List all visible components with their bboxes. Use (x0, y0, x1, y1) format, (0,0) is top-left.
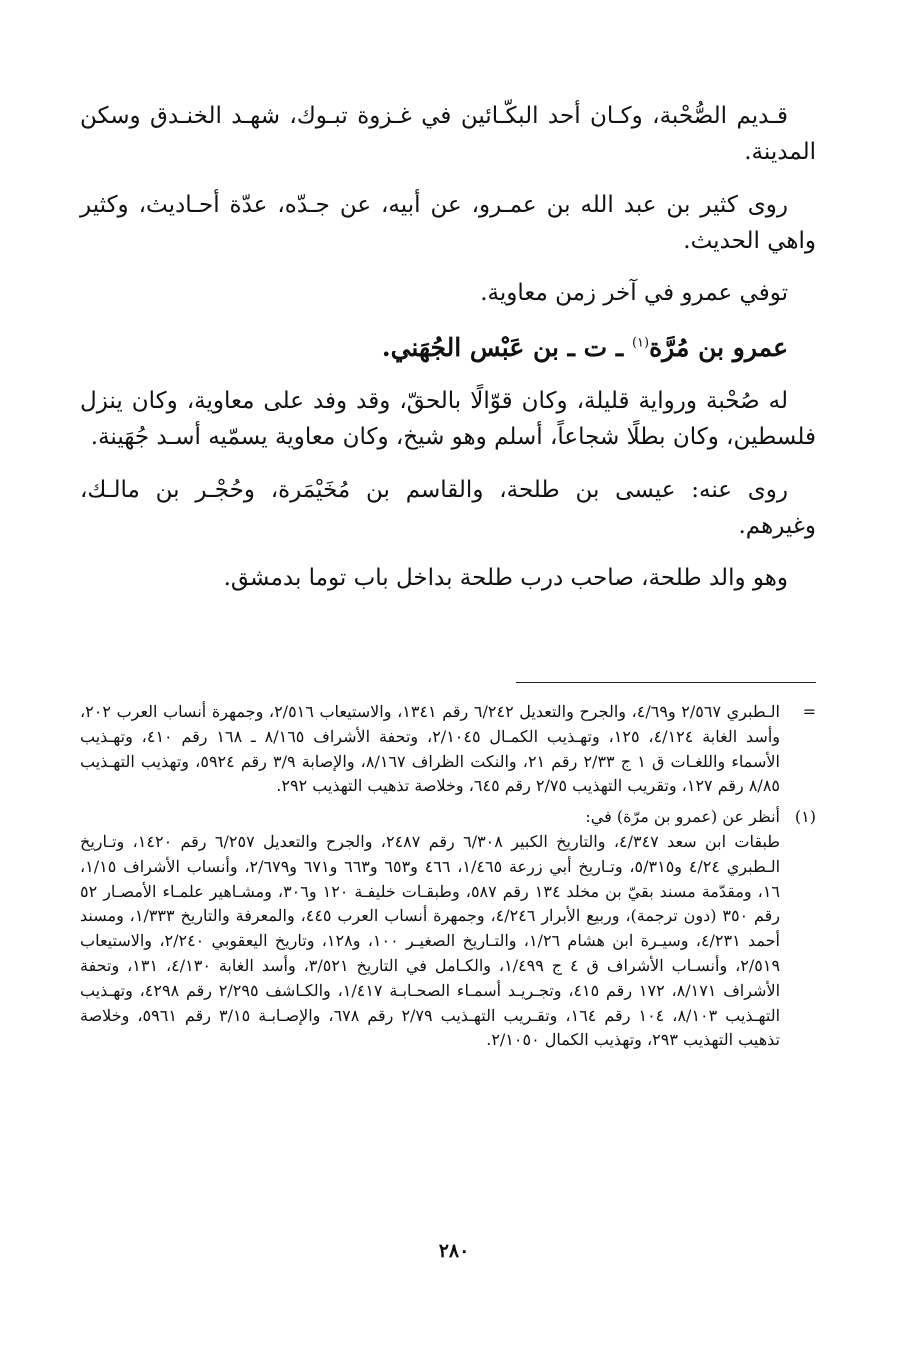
entry-heading (80, 328, 816, 368)
footnote-1-intro: أنظر عن (عمرو بن مرّة) في: (585, 807, 780, 827)
paragraph-death: توفي عمرو في آخر زمن معاوية. (480, 280, 788, 307)
paragraph-companionship: قـديم الصُّحْبة، وكـان أحد البكّـائين في غـزوة تبـوك، شهـد الخنـدق وسكن المدينة. (80, 103, 816, 166)
footnote-reference-mark: (١) (631, 335, 650, 351)
paragraph-son: وهو والد طلحة، صاحب درب طلحة بداخل باب توما بدمشق. (223, 565, 788, 592)
continuation-mark: = (802, 702, 816, 721)
paragraph-biography: له صُحْبة ورواية قليلة، وكان قوّالًا بالحقّ، وقد وفد على معاوية، وكان ينزل فلسطين، وكان بطلًا شجاعاً، أسلم وهو شيخ، وكان معاوية يسمّيه أسـد جُهَينة. (80, 388, 816, 451)
paragraph-narrators: روى عنه: عيسى بن طلحة، والقاسم بن مُخَيْمَرة، وحُجْـر بن مالـك، وغيرهم. (80, 476, 816, 540)
footnote-1-text: طبقات ابن سعد ٤/٣٤٧، والتاريخ الكبير ٦/٣٠٨ رقم ٢٤٨٧، والجرح والتعديل ٦/٢٥٧ رقم ١٤٢٠، وتـاريخ الـطبري ٤/٢٤ و٥/٣١٥، وتـاريخ أبي زرعة ١/٤٦٥، ٤٦٦ و٦٥٣ و٦٦٣ و٦٧١ و٢/٦٧٩، وأنساب الأشراف ١/١٥، ١٦، ومقدّمة مسند بقيّ بن مخلد ١٣٤ رقم ٥٨٧، وطبقـات خليفـة ١٢٠ و٣٠٦، ومشـاهير علمـاء الأمصـار ٥٢ رقم ٣٥٠ (دون ترجمة)، وربيع الأبرار ٤/٢٤٦، وجمهرة أنساب العرب ٤٤٥، والمعرفة والتاريخ ١/٣٣٣، ومسند أحمد ٤/٢٣١، وسيـرة ابن هشام ١/٢٦، والتـاريخ الصغيـر ١٠٠، و١٢٨، وتاريخ اليعقوبي ٢/٢٤٠، والاستيعاب ٢/٥١٩، وأنسـاب الأشراف ق ٤ ج ١/٤٩٩، والكـامل في التاريخ ٣/٥٢١، وأسد الغابة ٤/١٣٠، ١٣١، وتحفة الأشراف ٨/١٧١، ١٧٢ رقم ٤١٥، وتجـريـد أسمـاء الصحـابـة ١/٤١٧، والكـاشف ٢/٢٩٥ رقم ٤٢٩٨، وتهـذيب التهـذيب ٨/١٠٣، ١٠٤ رقم ١٦٤، وتقـريب التهـذيب ٢/٧٩ رقم ٦٧٨، والإصـابـة ٣/١٥ رقم ٥٩٦١، وخلاصة تذهيب التهذيب ٢٩٣، وتهذيب الكمال ٢/١٠٥٠. (80, 831, 781, 1050)
footnote-1-mark: (١) (794, 807, 816, 827)
page-number: ٢٨٠ (438, 1240, 470, 1262)
entry-heading-rest: ـ ت ـ بن عَبْس الجُهَني. (381, 332, 632, 362)
paragraph-narration: روى كثير بن عبد الله بن عمـرو، عن أبيه، عن جـدّه، عدّة أحـاديث، وكثير واهي الحديث. (80, 191, 816, 254)
continuation-text: الـطبري ٢/٥٦٧ و٤/٦٩، والجرح والتعديل ٦/٢٤٢ رقم ١٣٤١، والاستيعاب ٢/٥١٦، وجمهرة أنساب العرب ٢٠٢، وأسد الغابة ٤/١٢٤، ١٢٥، وتهـذيب الكمـال ٢/١٠٤٥، وتحفة الأشراف ٨/١٦٥ ـ ١٦٨ رقم ٤١٠، وتهـذيب الأسماء واللغـات ق ١ ج ٢/٣٣ رقم ٢١، والنكت الظراف ٨/١٦٧، والإصابة ٣/٩ رقم ٥٩٢٤، وتهذيب التهـذيب ٨/٨٥ رقم ١٢٧، وتقريب التهذيب ٢/٧٥ رقم ٦٤٥، وخلاصة تذهيب التهذيب ٢٩٢. (80, 702, 781, 796)
entry-heading-name: عمرو بن مُرَّة (649, 332, 788, 362)
footnote-divider (516, 682, 816, 683)
footnotes (80, 700, 816, 1059)
footnote-1 (80, 805, 816, 1053)
main-text (80, 98, 816, 613)
footnote-continuation (80, 700, 816, 799)
